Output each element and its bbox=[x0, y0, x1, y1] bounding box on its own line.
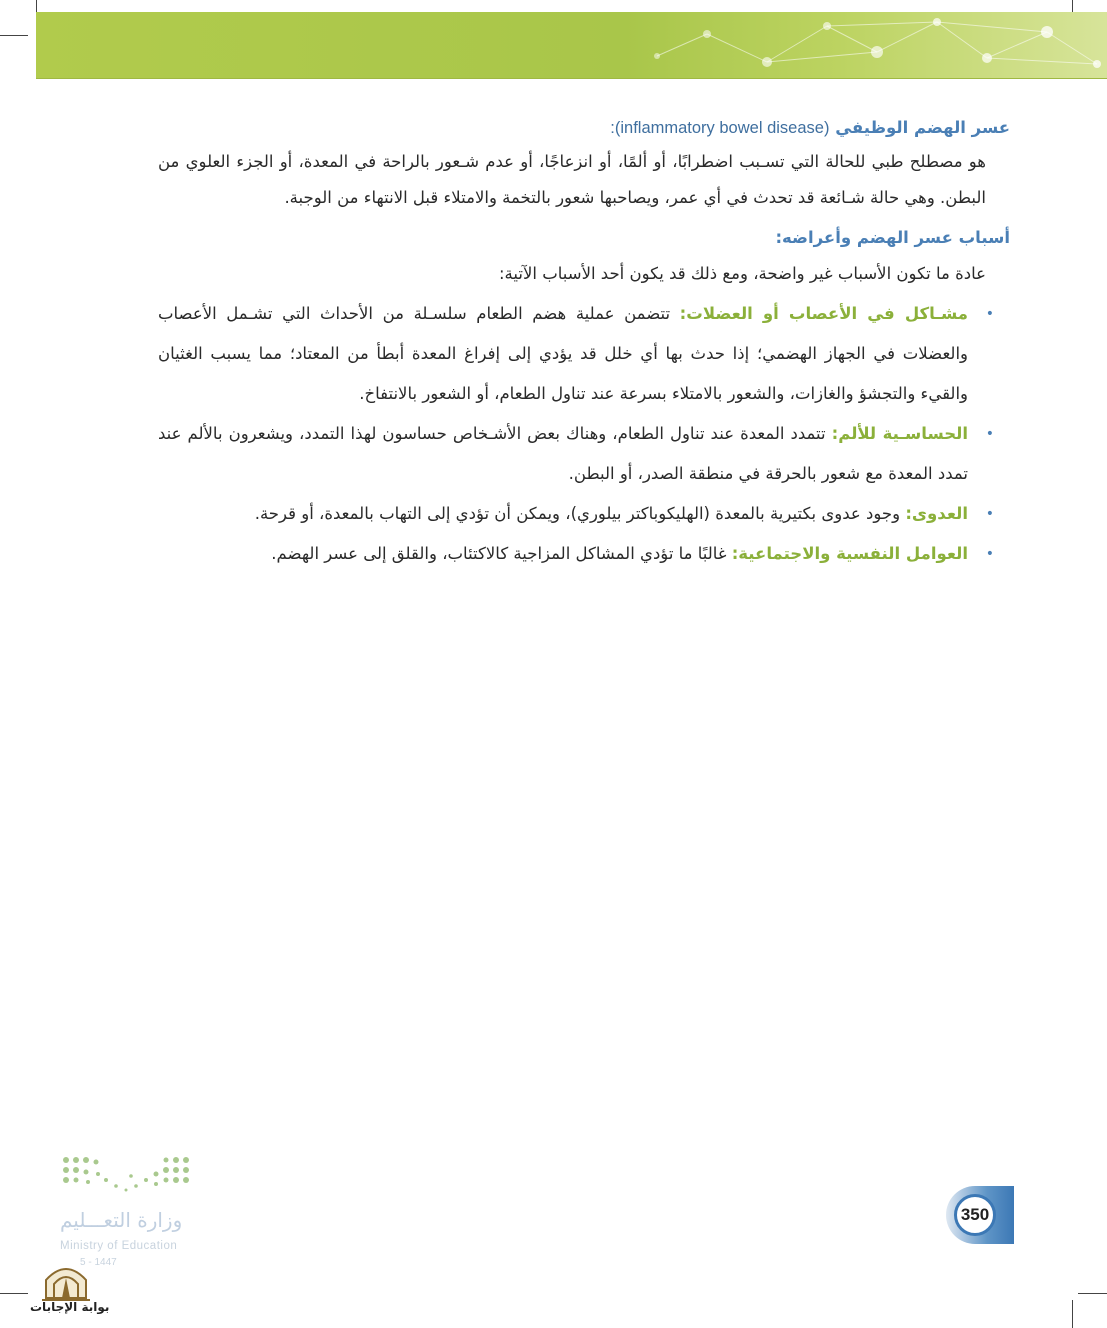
cause-text: غالبًا ما تؤدي المشاكل المزاجية كالاكتئاب، والقلق إلى عسر الهضم. bbox=[271, 544, 732, 563]
molecule-pattern-icon bbox=[637, 12, 1107, 78]
bullet-icon: • bbox=[985, 506, 994, 522]
list-item bbox=[158, 494, 994, 534]
crop-mark bbox=[0, 35, 28, 36]
header-banner bbox=[36, 12, 1107, 79]
bullet-icon: • bbox=[985, 426, 994, 442]
section-title-arabic: عسر الهضم الوظيفي bbox=[835, 118, 1010, 137]
cause-text: تتمدد المعدة عند تناول الطعام، وهناك بعض الأشـخاص حساسون لهذا التمدد، ويشعرون بالألم عند تمدد المعدة مع شعور بالحرقة في منطقة الصدر، أو البطن. bbox=[158, 424, 968, 483]
crop-mark bbox=[1078, 1293, 1107, 1294]
bullet-icon: • bbox=[985, 306, 994, 322]
cause-text: تتضمن عملية هضم الطعام سلسـلة من الأحداث التي تشـمل الأعصاب والعضلات في الجهاز الهضمي؛ إذا حدث بها أي خلل قد يؤدي إلى إفراغ المعدة أبطأ من المعتاد؛ مما يسبب الغثيان والقيء والتجشؤ والغازات، والشعور بالامتلاء بسرعة عند تناول الطعام، أو الشعور بالانتفاخ. bbox=[158, 304, 968, 403]
causes-intro: عادة ما تكون الأسباب غير واضحة، ومع ذلك قد يكون أحد الأسباب الآتية: bbox=[498, 264, 986, 283]
cause-text: وجود عدوى بكتيرية بالمعدة (الهليكوباكتر بيلوري)، ويمكن أن تؤدي إلى التهاب بالمعدة، أو قرحة. bbox=[254, 504, 906, 523]
main-content bbox=[158, 112, 1010, 574]
causes-list bbox=[158, 294, 1010, 574]
ministry-year: 5 - 1447 bbox=[80, 1257, 117, 1268]
cause-term: الحساسـية للألم: bbox=[831, 424, 968, 443]
ministry-name-arabic: وزارة التعـــليم bbox=[60, 1208, 183, 1232]
list-item bbox=[158, 294, 994, 414]
section-title bbox=[158, 112, 1010, 144]
list-item bbox=[158, 414, 994, 494]
section-title-suffix: : bbox=[610, 119, 615, 137]
ministry-logo-icon bbox=[56, 1150, 206, 1210]
ministry-name-english: Ministry of Education bbox=[60, 1240, 178, 1252]
cause-term: العوامل النفسية والاجتماعية: bbox=[731, 544, 968, 563]
page-number-badge bbox=[946, 1186, 1014, 1244]
causes-title: أسباب عسر الهضم وأعراضه: bbox=[775, 228, 1010, 247]
crop-mark bbox=[0, 1293, 28, 1294]
intro-paragraph: هو مصطلح طبي للحالة التي تسـبب اضطرابًا، أو ألمًا، أو انزعاجًا، أو عدم شـعور بالراحة في المعدة، أو الجزء العلوي من البطن. وهي حالة شـائعة قد تحدث في أي عمر، ويصاحبها شعور بالتخمة والامتلاء قبل الانتهاء من الوجبة. bbox=[158, 152, 986, 207]
page-number: 350 bbox=[954, 1194, 996, 1236]
bullet-icon: • bbox=[985, 546, 994, 562]
cause-term: مشـاكل في الأعصاب أو العضلات: bbox=[679, 304, 968, 323]
cause-term: العدوى: bbox=[905, 504, 968, 523]
crop-mark bbox=[1072, 1300, 1073, 1328]
section-title-english: (inflammatory bowel disease) bbox=[614, 119, 830, 137]
list-item bbox=[158, 534, 994, 574]
watermark-text: بوابة الإجابات bbox=[30, 1300, 110, 1314]
